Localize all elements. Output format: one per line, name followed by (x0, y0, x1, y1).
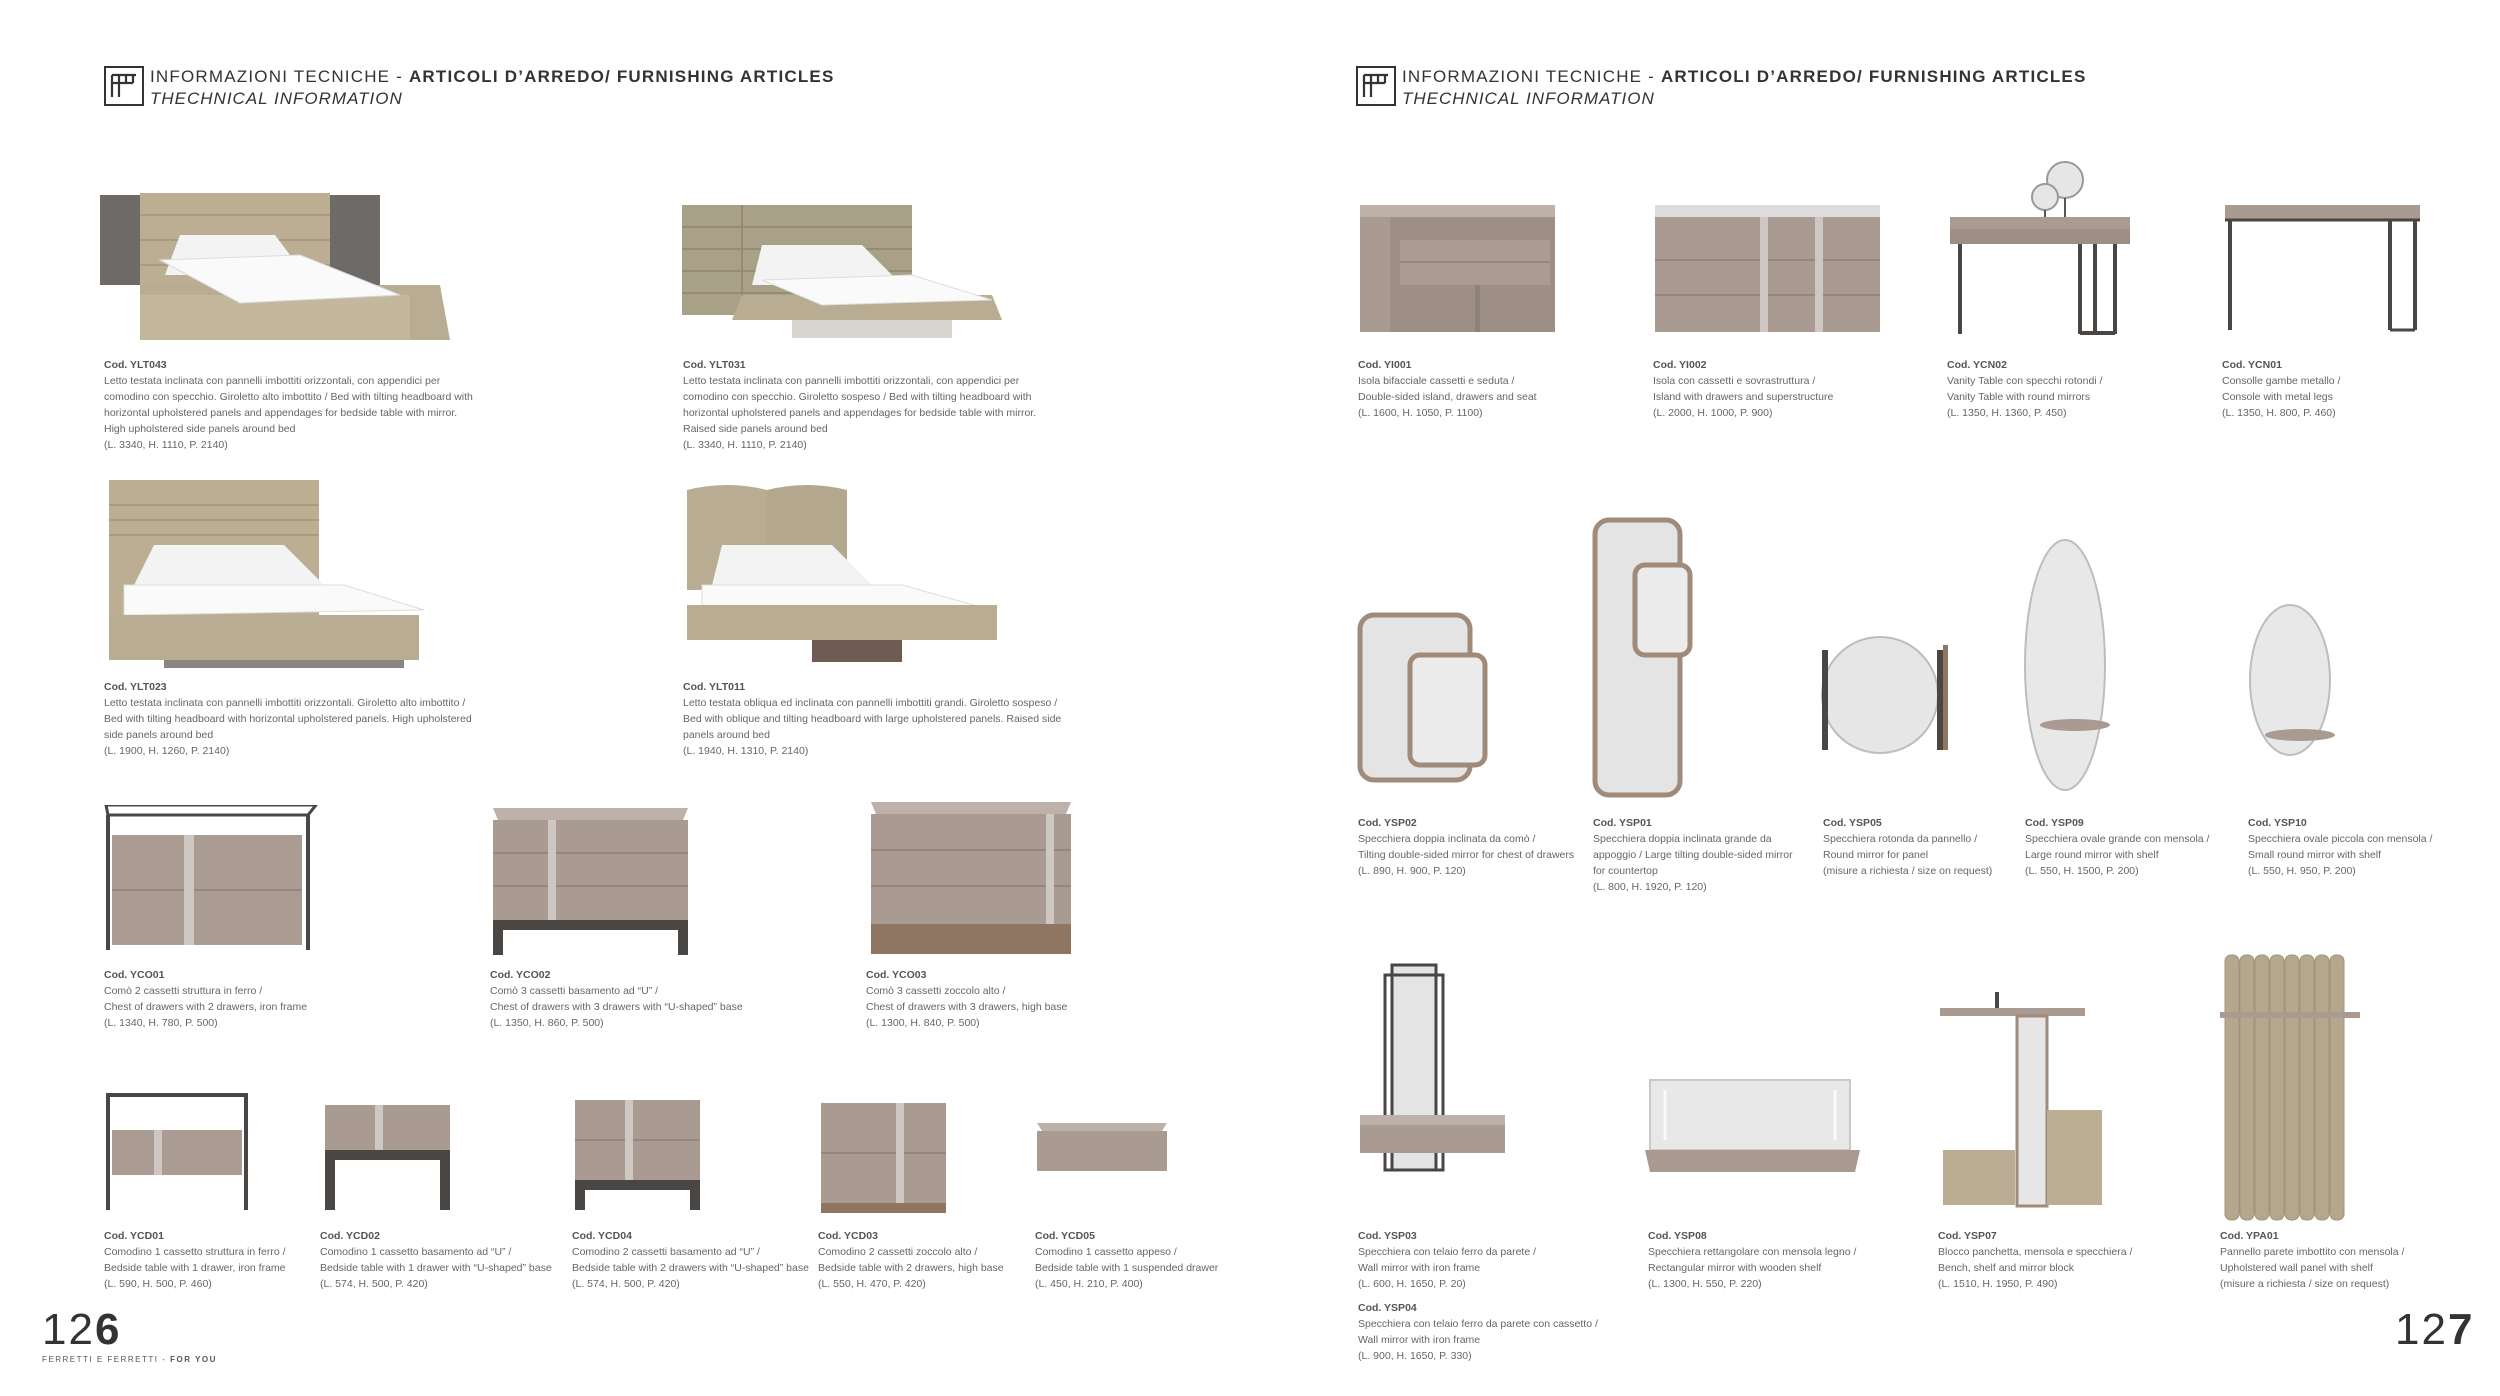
left-header (104, 66, 835, 110)
product-image-ysp10 (2245, 600, 2350, 770)
header-title: INFORMAZIONI TECNICHE - ARTICOLI D’ARREDO/ FURNISHING ARTICLES (150, 67, 835, 86)
caption-ylt031: Cod. YLT031 Letto testata inclinata con pannelli imbottiti orizzontali, con appendici per comodino con specchio. Giroletto sospeso / Bed with tilting headboard with horizontal upholstered panels and appendages for bedside table with mirror. Raised side panels around bed (L. 3340, H. 1110, P. 2140) (683, 359, 1037, 451)
caption-yco02: Cod. YCO02 Comò 3 cassetti basamento ad “U” / Chest of drawers with 3 drawers with “U-shaped” base (L. 1350, H. 860, P. 500) (490, 969, 743, 1029)
product-image-ycn01 (2220, 200, 2425, 340)
caption-ycd03: Cod. YCD03 Comodino 2 cassetti zoccolo alto / Bedside table with 2 drawers, high base (L. 550, H. 470, P. 420) (818, 1230, 1004, 1290)
caption-ypa01: Cod. YPA01 Pannello parete imbottito con mensola / Upholstered wall panel with shelf (misure a richiesta / size on request) (2220, 1230, 2405, 1290)
right-page (1250, 0, 2500, 1396)
caption-yi002: Cod. YI002 Isola con cassetti e sovrastruttura / Island with drawers and superstructure (L. 2000, H. 1000, P. 900) (1653, 359, 1834, 419)
product-image-yi001 (1355, 200, 1560, 340)
product-image-yco01 (104, 805, 324, 955)
product-image-ycd04 (570, 1095, 705, 1215)
caption-ysp01: Cod. YSP01 Specchiera doppia inclinata grande da appoggio / Large tilting double-sided mirror for countertop (L. 800, H. 1920, P. 120) (1593, 817, 1793, 893)
brand-logo-icon (104, 66, 144, 106)
caption-ycn01: Cod. YCN01 Consolle gambe metallo / Console with metal legs (L. 1350, H. 800, P. 460) (2222, 359, 2341, 419)
caption-ysp03: Cod. YSP03 Specchiera con telaio ferro da parete / Wall mirror with iron frame (L. 600, H. 1650, P. 20) (1358, 1230, 1537, 1290)
brand-footer: FERRETTI E FERRETTI - FOR YOU (42, 1355, 217, 1364)
caption-ysp09: Cod. YSP09 Specchiera ovale grande con mensola / Large round mirror with shelf (L. 550, H. 1500, P. 200) (2025, 817, 2210, 877)
caption-ycd02: Cod. YCD02 Comodino 1 cassetto basamento ad “U” / Bedside table with 1 drawer with “U-shaped” base (L. 574, H. 500, P. 420) (320, 1230, 552, 1290)
caption-ycd01: Cod. YCD01 Comodino 1 cassetto struttura in ferro / Bedside table with 1 drawer, iron frame (L. 590, H. 500, P. 460) (104, 1230, 286, 1290)
product-image-ylt031 (682, 200, 1012, 350)
header-title: INFORMAZIONI TECNICHE - ARTICOLI D’ARREDO/ FURNISHING ARTICLES (1402, 67, 2087, 86)
header-subtitle: THECHNICAL INFORMATION (1402, 89, 1655, 108)
caption-ylt023: Cod. YLT023 Letto testata inclinata con pannelli imbottiti orizzontali. Giroletto alto imbottito / Bed with tilting headboard with horizontal upholstered panels. High upholstered side panels around bed (L. 1900, H. 1260, P. 2140) (104, 681, 472, 757)
product-image-yco02 (488, 808, 693, 958)
caption-ysp02: Cod. YSP02 Specchiera doppia inclinata da comò / Tilting double-sided mirror for chest of drawers (L. 890, H. 900, P. 120) (1358, 817, 1575, 877)
caption-ysp05: Cod. YSP05 Specchiera rotonda da pannello / Round mirror for panel (misure a richiesta / size on request) (1823, 817, 1993, 877)
product-image-ypa01 (2220, 950, 2370, 1225)
product-image-ycd02 (320, 1100, 455, 1215)
product-image-ysp01 (1590, 515, 1700, 800)
caption-ysp10: Cod. YSP10 Specchiera ovale piccola con mensola / Small round mirror with shelf (L. 550, H. 950, P. 200) (2248, 817, 2433, 877)
caption-ylt011: Cod. YLT011 Letto testata obliqua ed inclinata con pannelli imbottiti grandi. Giroletto sospeso / Bed with oblique and tilting headboard with large upholstered panels. Raised side panels around bed (L. 1940, H. 1310, P. 2140) (683, 681, 1062, 757)
product-image-ylt023 (104, 475, 434, 675)
product-image-yi002 (1650, 200, 1885, 340)
caption-ysp04: Cod. YSP04 Specchiera con telaio ferro da parete con cassetto / Wall mirror with iron frame (L. 900, H. 1650, P. 330) (1358, 1302, 1598, 1362)
caption-ysp08: Cod. YSP08 Specchiera rettangolare con mensola legno / Rectangular mirror with wooden shelf (L. 1300, H. 550, P. 220) (1648, 1230, 1857, 1290)
product-image-ycd01 (104, 1090, 254, 1215)
product-image-ysp07 (1935, 980, 2120, 1210)
product-image-ylt043 (100, 185, 450, 355)
product-image-ycd03 (816, 1098, 951, 1216)
page-number-right: 127 (2395, 1305, 2475, 1354)
caption-yi001: Cod. YI001 Isola bifacciale cassetti e seduta / Double-sided island, drawers and seat (L. 1600, H. 1050, P. 1100) (1358, 359, 1537, 419)
product-image-ylt011 (682, 475, 1012, 670)
product-image-yco03 (866, 802, 1076, 957)
header-subtitle: THECHNICAL INFORMATION (150, 89, 403, 108)
caption-yco03: Cod. YCO03 Comò 3 cassetti zoccolo alto / Chest of drawers with 3 drawers, high base (L. 1300, H. 840, P. 500) (866, 969, 1068, 1029)
caption-ycn02: Cod. YCN02 Vanity Table con specchi rotondi / Vanity Table with round mirrors (L. 1350, H. 1360, P. 450) (1947, 359, 2103, 419)
product-image-ycd05 (1032, 1118, 1172, 1178)
product-image-ysp08 (1645, 1075, 1860, 1185)
right-header (1356, 66, 2087, 110)
product-image-ysp05 (1820, 625, 1955, 765)
product-image-ycn02 (1945, 155, 2135, 340)
caption-ycd04: Cod. YCD04 Comodino 2 cassetti basamento ad “U” / Bedside table with 2 drawers with “U-shaped” base (L. 574, H. 500, P. 420) (572, 1230, 809, 1290)
caption-ylt043: Cod. YLT043 Letto testata inclinata con pannelli imbottiti orizzontali, con appendici per comodino con specchio. Giroletto alto imbottito / Bed with tilting headboard with horizontal upholstered panels and appendages for bedside table with mirror. High upholstered side panels around bed (L. 3340, H. 1110, P. 2140) (104, 359, 473, 451)
product-image-ysp02 (1355, 610, 1495, 785)
caption-ycd05: Cod. YCD05 Comodino 1 cassetto appeso / Bedside table with 1 suspended drawer (L. 450, H. 210, P. 400) (1035, 1230, 1219, 1290)
caption-ysp07: Cod. YSP07 Blocco panchetta, mensola e specchiera / Bench, shelf and mirror block (L. 1510, H. 1950, P. 490) (1938, 1230, 2133, 1290)
brand-logo-icon (1356, 66, 1396, 106)
product-image-ysp09 (2020, 535, 2120, 800)
product-image-ysp03 (1355, 960, 1510, 1180)
page-number-left: 126 (42, 1305, 122, 1354)
caption-yco01: Cod. YCO01 Comò 2 cassetti struttura in ferro / Chest of drawers with 2 drawers, iron frame (L. 1340, H. 780, P. 500) (104, 969, 308, 1029)
